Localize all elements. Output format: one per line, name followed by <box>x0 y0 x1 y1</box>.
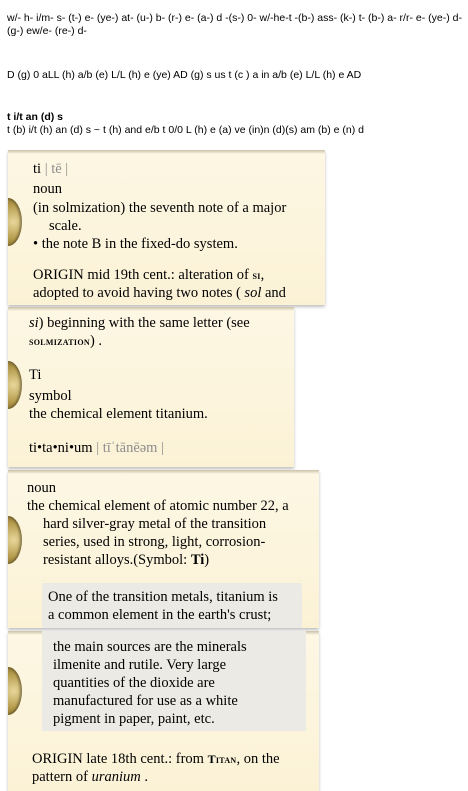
note-b: a common element in the earth's crust; <box>48 607 272 623</box>
origin-ti-si: si <box>252 268 261 282</box>
origin-ti-text-b: , <box>260 267 265 283</box>
pronunciation-titanium: | tīˈtānēəm | <box>96 440 164 456</box>
note-c: the main sources are the minerals <box>53 639 247 655</box>
dictionary-strip-1 <box>8 150 325 305</box>
definition-titanium-b: hard silver-gray metal of the transition <box>43 516 267 532</box>
header-line-3: t i/t an (d) s <box>7 111 63 123</box>
pos-ti: noun <box>33 181 62 197</box>
origin-titanium-uranium: uranium <box>91 769 141 785</box>
dictionary-strip-3 <box>8 470 319 628</box>
origin-titanium-row-1 <box>32 750 280 768</box>
pos-Ti: symbol <box>29 388 72 404</box>
note-g: pigment in paper, paint, etc. <box>53 711 215 727</box>
binder-ring <box>8 361 22 409</box>
dictionary-strip-2 <box>8 307 294 467</box>
origin-ti-sol: sol <box>244 285 262 301</box>
origin-ti-text-f: ) . <box>89 333 103 349</box>
origin-ti-row-3 <box>29 314 250 332</box>
definition-Ti: the chemical element titanium. <box>29 406 208 422</box>
headword-ti: ti <box>33 161 42 177</box>
origin-ti-text-e: ) beginning with the same letter (see <box>38 315 250 331</box>
pronunciation-ti: | tē | <box>44 161 69 177</box>
origin-ti-si-italic: si <box>29 315 39 331</box>
origin-ti-row-4 <box>29 332 102 350</box>
headword-ti-row <box>33 160 68 178</box>
definition-titanium-a: the chemical element of atomic number 22, a <box>27 498 289 514</box>
origin-titanium-row-2 <box>32 768 148 786</box>
dictionary-strip-4 <box>8 631 319 791</box>
note-d: ilmenite and rutile. Very large <box>53 657 227 673</box>
origin-ti-text-a: ORIGIN mid 19th cent.: alteration of <box>33 267 249 283</box>
header-line-1: w/- h- i/m- s- (t-) e- (ye-) at- (u-) b- (r-) e- (a-) d -(s-) 0- w/-he-t -(b-) ass- (k-) t- (b-) a- r/r- e- (ye-) d- (g-) ew/e- (re-) d- <box>7 12 462 37</box>
pos-titanium: noun <box>27 480 56 496</box>
origin-titanium-titan: Titan <box>207 752 237 766</box>
definition-ti-b: scale. <box>49 218 82 234</box>
symbol-ti-bold: Ti <box>190 552 205 568</box>
headword-titanium: ti•ta•ni•um <box>29 440 93 456</box>
definition-ti-a: (in solmization) the seventh note of a major <box>33 200 287 216</box>
origin-titanium-text-b: , on the <box>236 751 280 767</box>
origin-titanium-text-a: ORIGIN late 18th cent.: from <box>32 751 204 767</box>
origin-ti-text-d: and <box>264 285 286 301</box>
binder-ring <box>8 198 22 246</box>
definition-titanium-d: resistant alloys.(Symbol: <box>43 552 188 568</box>
headword-Ti: Ti <box>29 367 42 383</box>
note-f: manufactured for use as a white <box>53 693 238 709</box>
note-a: One of the transition metals, titanium is <box>48 589 278 605</box>
origin-ti-solmization: solmization <box>29 334 90 348</box>
origin-titanium-text-c: pattern of <box>32 769 88 785</box>
note-e: quantities of the dioxide are <box>53 675 215 691</box>
header-block <box>7 111 465 137</box>
definition-titanium-d-row <box>43 551 209 569</box>
header-line-2: D (g) 0 aLL (h) a/b (e) L/L (h) e (ye) AD (g) s us t (c ) a in a/b (e) L/L (h) e AD <box>7 69 362 81</box>
headword-titanium-row <box>29 439 164 457</box>
definition-titanium-e: ) <box>204 552 210 568</box>
binder-ring <box>8 516 22 564</box>
header-line-4: t (b) i/t (h) an (d) s ~ t (h) and e/b t 0/0 L (h) e (a) ve (in)n (d)(s) am (b) e (n) d <box>7 124 365 136</box>
origin-ti-text-c: adopted to avoid having two notes ( <box>33 285 241 301</box>
subsense-ti: • the note B in the fixed-do system. <box>33 236 238 252</box>
note-box-1 <box>42 583 302 628</box>
origin-titanium-text-d: . <box>144 769 148 785</box>
origin-ti-row-2 <box>33 284 286 302</box>
note-box-2 <box>42 631 306 731</box>
definition-titanium-c: series, used in strong, light, corrosion- <box>43 534 266 550</box>
origin-ti-row-1 <box>33 266 264 284</box>
binder-ring <box>8 667 22 715</box>
